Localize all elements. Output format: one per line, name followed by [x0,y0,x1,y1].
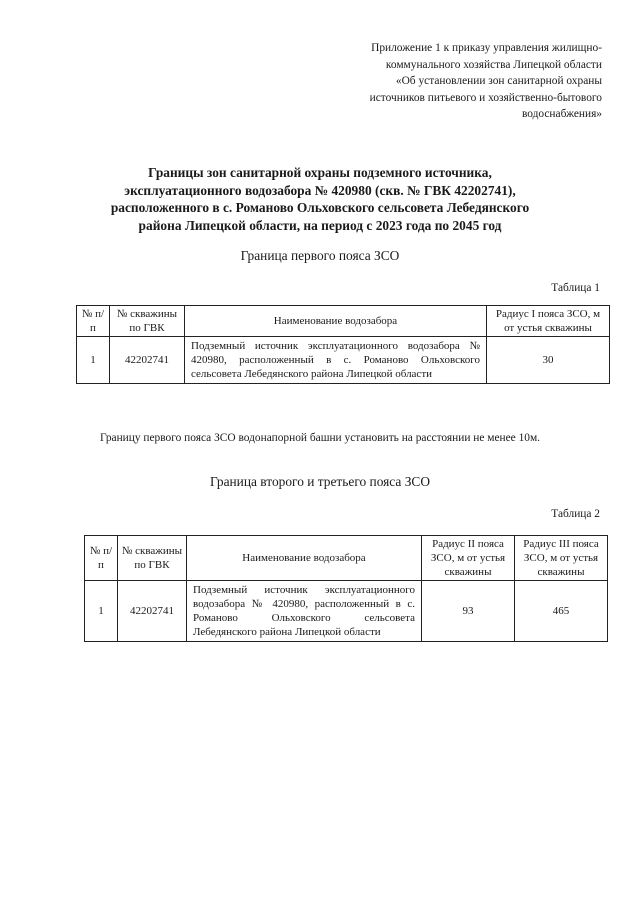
table-header-row [77,306,610,337]
appendix-line: Приложение 1 к приказу управления жилищно- [371,42,602,54]
cell-radius1: 30 [487,337,610,384]
section1-heading: Граница первого пояса ЗСО [240,248,400,263]
appendix-line: источников питьевого и хозяйственно-бытового [369,91,602,104]
title-line: Границы зон санитарной охраны подземного источника, [148,165,492,180]
table2-label: Таблица 2 [551,508,600,520]
cell-name: Подземный источник эксплуатационного водозабора № 420980, расположенный в с. Романово Ольховского сельсовета Лебедянского района Липецкой области [185,337,487,384]
title-line: эксплуатационного водозабора № 420980 (скв. № ГВК 42202741), [124,182,516,198]
title-line: района Липецкой области, на период с 2023 года по 2045 год [138,217,502,233]
col-header-name: Наименование водозабора [185,306,487,337]
col-header-well: № скважины по ГВК [110,306,185,337]
cell-well: 42202741 [118,581,187,642]
section1-note: Границу первого пояса ЗСО водонапорной башни установить на расстоянии не менее 10м. [99,432,541,444]
document-title [60,164,580,234]
col-header-radius2: Радиус II пояса ЗСО, м от устья скважины [422,536,515,581]
col-header-radius3: Радиус III пояса ЗСО, м от устья скважины [515,536,608,581]
table-row [85,581,608,642]
col-header-number: № п/п [77,306,110,337]
appendix-line: коммунального хозяйства Липецкой области [385,58,602,71]
col-header-name: Наименование водозабора [187,536,422,581]
appendix-note [312,40,602,123]
table-header-row [85,536,608,581]
appendix-line: водоснабжения» [521,108,602,121]
cell-radius3: 465 [515,581,608,642]
section2-heading: Граница второго и третьего пояса ЗСО [209,474,431,489]
cell-well: 42202741 [110,337,185,384]
col-header-number: № п/п [85,536,118,581]
table1-label: Таблица 1 [551,282,600,294]
appendix-line: «Об установлении зон санитарной охраны [395,75,602,88]
title-line: расположенного в с. Романово Ольховского сельсовета Лебедянского [110,200,530,215]
col-header-radius1: Радиус I пояса ЗСО, м от устья скважины [487,306,610,337]
cell-name: Подземный источник эксплуатационного водозабора № 420980, расположенный в с. Романово Ольховского сельсовета Лебедянского района Липецкой области [187,581,422,642]
table-2 [84,535,608,642]
cell-number: 1 [85,581,118,642]
col-header-well: № скважины по ГВК [118,536,187,581]
cell-radius2: 93 [422,581,515,642]
cell-number: 1 [77,337,110,384]
table-1 [76,305,610,384]
table-row [77,337,610,384]
